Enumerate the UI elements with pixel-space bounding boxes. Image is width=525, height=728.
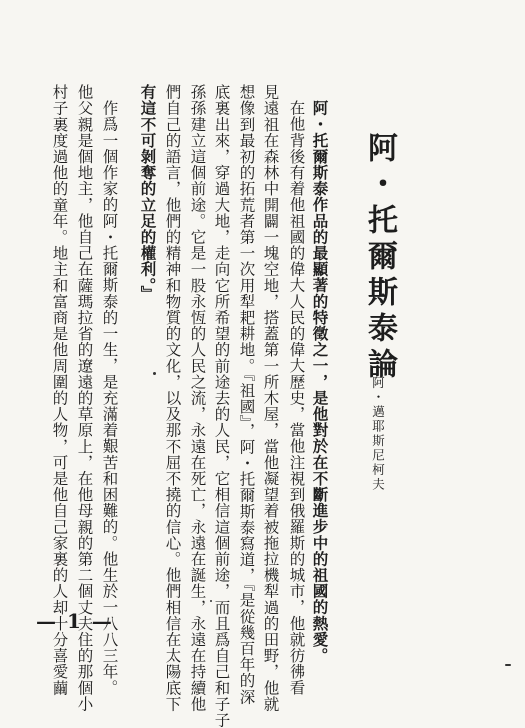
print-speck [505, 664, 511, 666]
article-title: 阿・托爾斯泰論 [362, 132, 397, 384]
text-column-6: 孫孫建立這個前途。它是一股永恆的人民之流，永遠在死亡，永遠在誕生，永遠在持續他 [188, 84, 207, 712]
text-column-5: 底裏出來，穿過大地，走向它所希望的前途去的人民，它相信這個前途，而且爲自己和子子 [212, 84, 231, 728]
print-speck [153, 372, 156, 375]
text-column-3: 見遠祖在森林中開闢一塊空地，搭蓋第一所木屋，當他凝望着被拖拉機犁過的田野，他就 [261, 84, 280, 712]
text-column-11: 村子裏度過他的童年。地主和富商是他周圍的人物，可是他自己家裏的人却十分喜愛繭 [50, 84, 69, 696]
text-column-1: 阿・托爾斯泰作品的最顯著的特徵之一，是他對於在不斷進步中的祖國的熱愛。 [310, 100, 330, 664]
text-column-4: 想像到最初的拓荒者第一次用犁耙耕地。『祖國』，阿・托爾斯泰寫道，『是從幾百年的深 [237, 84, 256, 705]
text-column-9: 作爲一個作家的阿・托爾斯泰的一生，是充滿着艱苦和困難的。他生於一八八三年。 [100, 100, 119, 696]
text-column-2: 在他背後有着他祖國的偉大人民的偉大歷史，當他注視到俄羅斯的城市，他就彷彿看 [287, 100, 306, 696]
text-column-7: 們自己的語言，他們的精神和物質的文化，以及那不屈不撓的信心。他們相信在太陽底下 [163, 84, 182, 712]
author-name: 阿・邁耶斯尼柯夫 [370, 376, 386, 492]
text-column-10: 他父親是個地主，他自己在薩瑪拉省的遼遠的草原上，在他母親的第二個丈夫住的那個小 [75, 84, 94, 712]
page-number: — 1 — [36, 609, 114, 633]
print-speck [210, 600, 212, 602]
text-column-8: 有這不可剝奪的立足的權利。』 [138, 84, 158, 302]
